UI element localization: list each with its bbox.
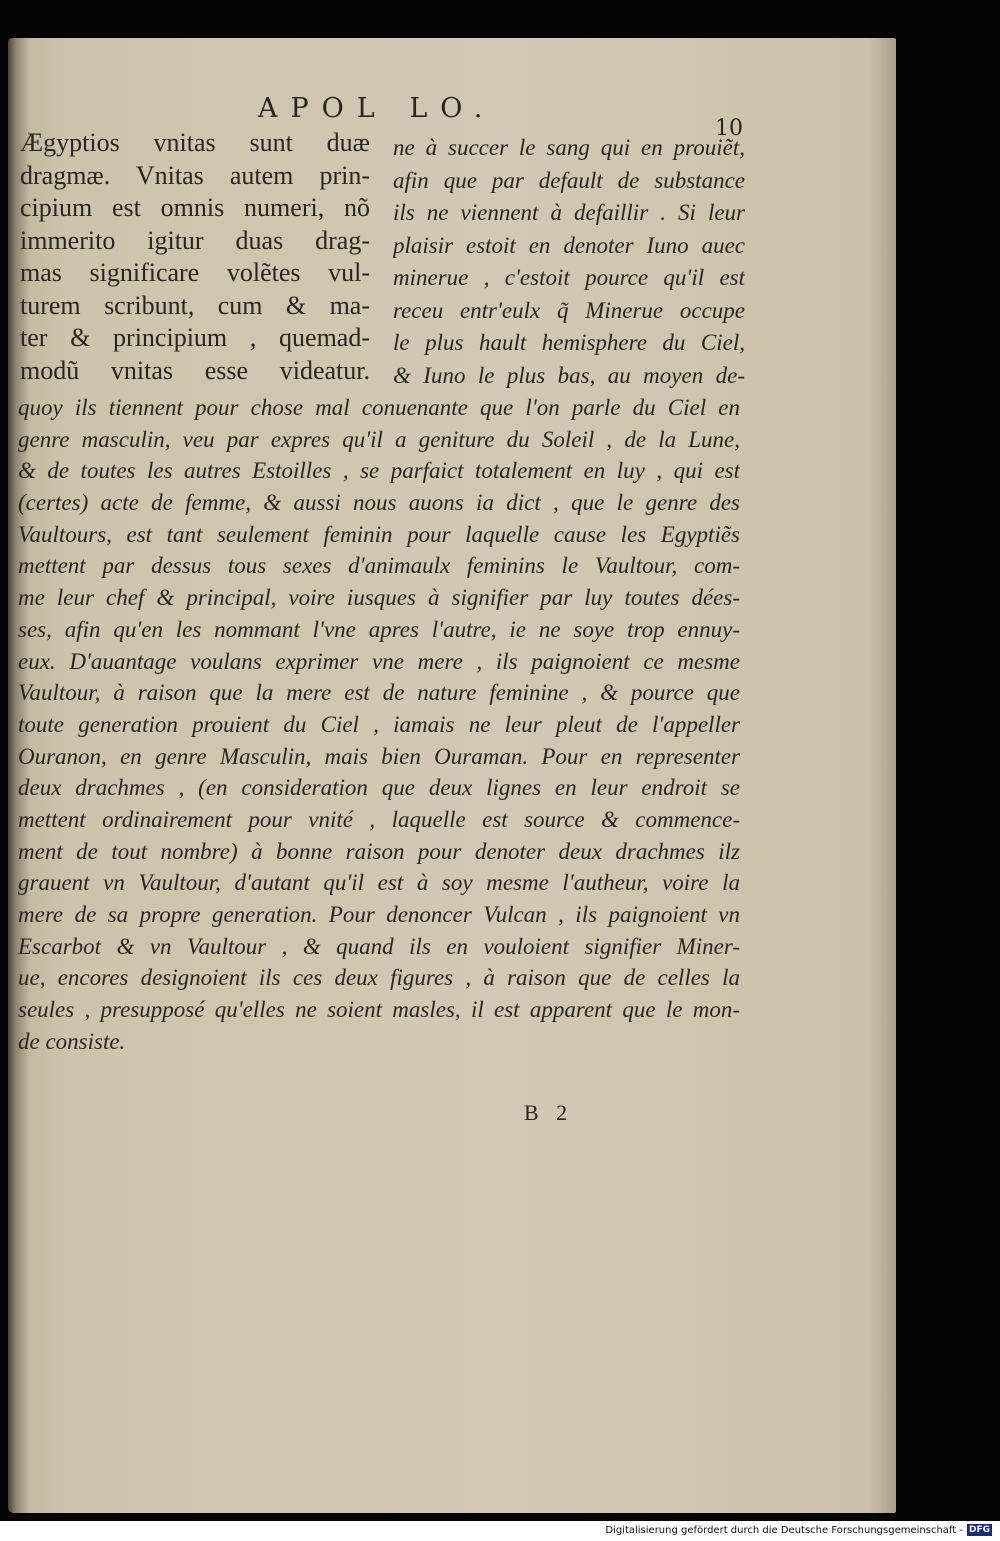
text-line: Ægyptios vnitas sunt duæ — [20, 128, 370, 157]
text-line: toute generation prouient du Ciel , iamais ne leur pleut de l'appeller — [18, 711, 740, 737]
text-line: mere de sa propre generation. Pour denoncer Vulcan , ils paignoient vn — [18, 902, 740, 927]
credit-text: Digitalisierung gefördert durch die Deutsche Forschungsgemeinschaft - — [605, 1524, 963, 1536]
text-line: (certes) acte de femme, & aussi nous auons ia dict , que le genre des — [18, 490, 740, 516]
text-line: quoy ils tiennent pour chose mal conuenante que l'on parle du Ciel en — [18, 395, 740, 420]
text-line: mas significare volẽtes vul- — [20, 258, 370, 287]
page-number: 10 — [715, 116, 743, 141]
latin-column — [20, 127, 370, 387]
text-line: le plus hault hemisphere du Ciel, — [393, 330, 745, 355]
text-line: plaisir estoit en denoter Iuno auec — [393, 232, 745, 258]
text-line: ue, encores designoient ils ces deux figures , à raison que de celles la — [18, 965, 740, 991]
text-line: immerito igitur duas drag- — [20, 225, 370, 255]
text-line: cipium est omnis numeri, nõ — [20, 193, 370, 222]
text-line: Vaultours, est tant seulement feminin pour laquelle cause les Egyptiẽs — [18, 521, 740, 547]
french-full-text — [18, 392, 740, 1057]
text-line: grauent vn Vaultour, d'autant qu'il est à soy mesme l'autheur, voire la — [18, 870, 740, 896]
text-line: afin que par default de substance — [393, 167, 745, 193]
text-line: ils ne viennent à defaillir . Si leur — [393, 200, 745, 225]
text-line: & Iuno le plus bas, au moyen de- — [393, 362, 745, 388]
text-line: ment de tout nombre) à bonne raison pour denoter deux drachmes ilz — [18, 838, 740, 864]
text-line: mettent ordinairement pour vnité , laquelle est source & commence- — [18, 806, 740, 832]
text-line: dragmæ. Vnitas autem prin- — [20, 160, 370, 190]
text-line: seules , presupposé qu'elles ne soient masles, il est apparent que le mon- — [18, 997, 740, 1023]
text-line: Vaultour, à raison que la mere est de nature feminine , & pource que — [18, 680, 740, 706]
footer-credit — [605, 1524, 992, 1536]
text-line: de consiste. — [18, 1028, 126, 1054]
text-line: ter & principium , quemad- — [20, 323, 370, 352]
text-line: Escarbot & vn Vaultour , & quand ils en vouloient signifier Miner- — [18, 933, 740, 959]
text-line: mettent par dessus tous sexes d'animaulx feminins le Vaultour, com- — [18, 553, 740, 579]
text-line: ses, afin qu'en les nommant l'vne apres l'autre, ie ne soye trop ennuy- — [18, 616, 740, 642]
text-line: deux drachmes , (en consideration que deux lignes en leur endroit se — [18, 775, 740, 801]
text-line: receu entr'eulx q̃ Minerue occupe — [393, 297, 745, 323]
text-line: & de toutes les autres Estoilles , se parfaict totalement en luy , qui est — [18, 458, 740, 484]
text-line: genre masculin, veu par expres qu'il a geniture du Soleil , de la Lune, — [18, 426, 740, 452]
signature-mark: B 2 — [524, 1100, 574, 1125]
dfg-logo: DFG — [968, 1525, 990, 1535]
text-line: turem scribunt, cum & ma- — [20, 290, 370, 320]
text-line: Ouranon, en genre Masculin, mais bien Ouraman. Pour en representer — [18, 743, 740, 769]
text-line: modũ vnitas esse videatur. — [20, 355, 370, 385]
text-line: eux. D'auantage voulans exprimer vne mere , ils paignoient ce mesme — [18, 648, 740, 674]
running-head: APOL LO. — [258, 93, 496, 124]
text-line: minerue , c'estoit pource qu'il est — [393, 265, 745, 290]
text-line: me leur chef & principal, voire iusques à signifier par luy toutes dées- — [18, 585, 740, 611]
text-line: ne à succer le sang qui en prouiẽt, — [393, 135, 745, 160]
french-column — [393, 132, 745, 392]
